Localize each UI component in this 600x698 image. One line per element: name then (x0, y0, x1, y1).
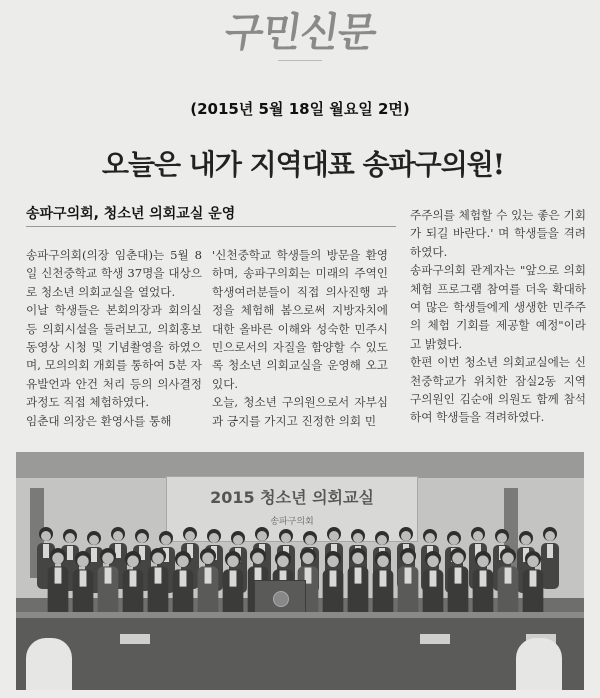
podium (254, 580, 306, 616)
logo-underline (278, 60, 322, 65)
desk-edge (16, 612, 584, 618)
person-figure (148, 548, 169, 619)
article-column-3: 주주의를 체험할 수 있는 좋은 기회가 되길 바란다.' 며 학생들을 격려하였다. 송파구의회 관계자는 "앞으로 의회체험 프로그램 참여를 더욱 확대하여 많은 학생들에게 생생한 민주주의 체험 기회를 제공할 예정"이라고 밝혔다. 한편 이번 청소년 의회교실에는 신천중학교가 위치한 잠실2동 지역 구의원인 김순애 의원도 함께 참석하여 학생들을 격려하였다. (410, 208, 586, 425)
podium-seal (273, 591, 289, 607)
subhead-divider (26, 226, 396, 227)
person-figure (448, 548, 469, 619)
person-figure (398, 548, 419, 619)
person-figure (541, 527, 559, 589)
article-column-1: 송파구의회(의장 임춘대)는 5월 8일 신천중학교 학생 37명을 대상으로 청소년 의회교실을 열었다. 이날 학생들은 본회의장과 회의실 등 의회시설을 둘러보고, 의회홍보 동영상 시청 및 기념촬영을 하였으며, 모의의회 개회를 통하여 5분 자유발언과 안건 처리 등의 의사결정 과정도 직접 체험하였다. 임춘대 의장은 환영사를 통해 (26, 248, 202, 428)
banner-subtitle: 송파구의회 (270, 517, 314, 527)
group-photo (16, 452, 584, 690)
newspaper-logo: 구민신문 (221, 10, 379, 56)
banner-title: 2015 청소년 의회교실 (210, 488, 374, 507)
article-column-2: '신천중학교 학생들의 방문을 환영하며, 송파구의회는 미래의 주역인 학생여러분들이 직접 의사진행 과정을 체험해 봄으로써 지방자치에 대한 올바른 이해와 성숙한 민주시민으로서의 자질을 함양할 수 있도록 청소년 의회교실을 운영해 오고 있다. 오늘, 청소년 구의원으로서 자부심과 긍지를 가지고 진정한 의회 민 (212, 248, 388, 428)
chair (516, 638, 562, 690)
person-figure (98, 548, 119, 619)
masthead (0, 8, 600, 70)
name-plate (120, 634, 150, 644)
person-figure (198, 548, 219, 619)
front-desk (16, 612, 584, 690)
person-figure (498, 548, 519, 619)
name-plate (420, 634, 450, 644)
chair (26, 638, 72, 690)
person-figure (348, 548, 369, 619)
headline: 오늘은 내가 지역대표 송파구의원! (101, 148, 505, 181)
dateline: (2015년 5월 18일 월요일 2면) (190, 100, 410, 118)
subheadline: 송파구의회, 청소년 의회교실 운영 (26, 206, 236, 222)
person-figure (48, 548, 69, 619)
